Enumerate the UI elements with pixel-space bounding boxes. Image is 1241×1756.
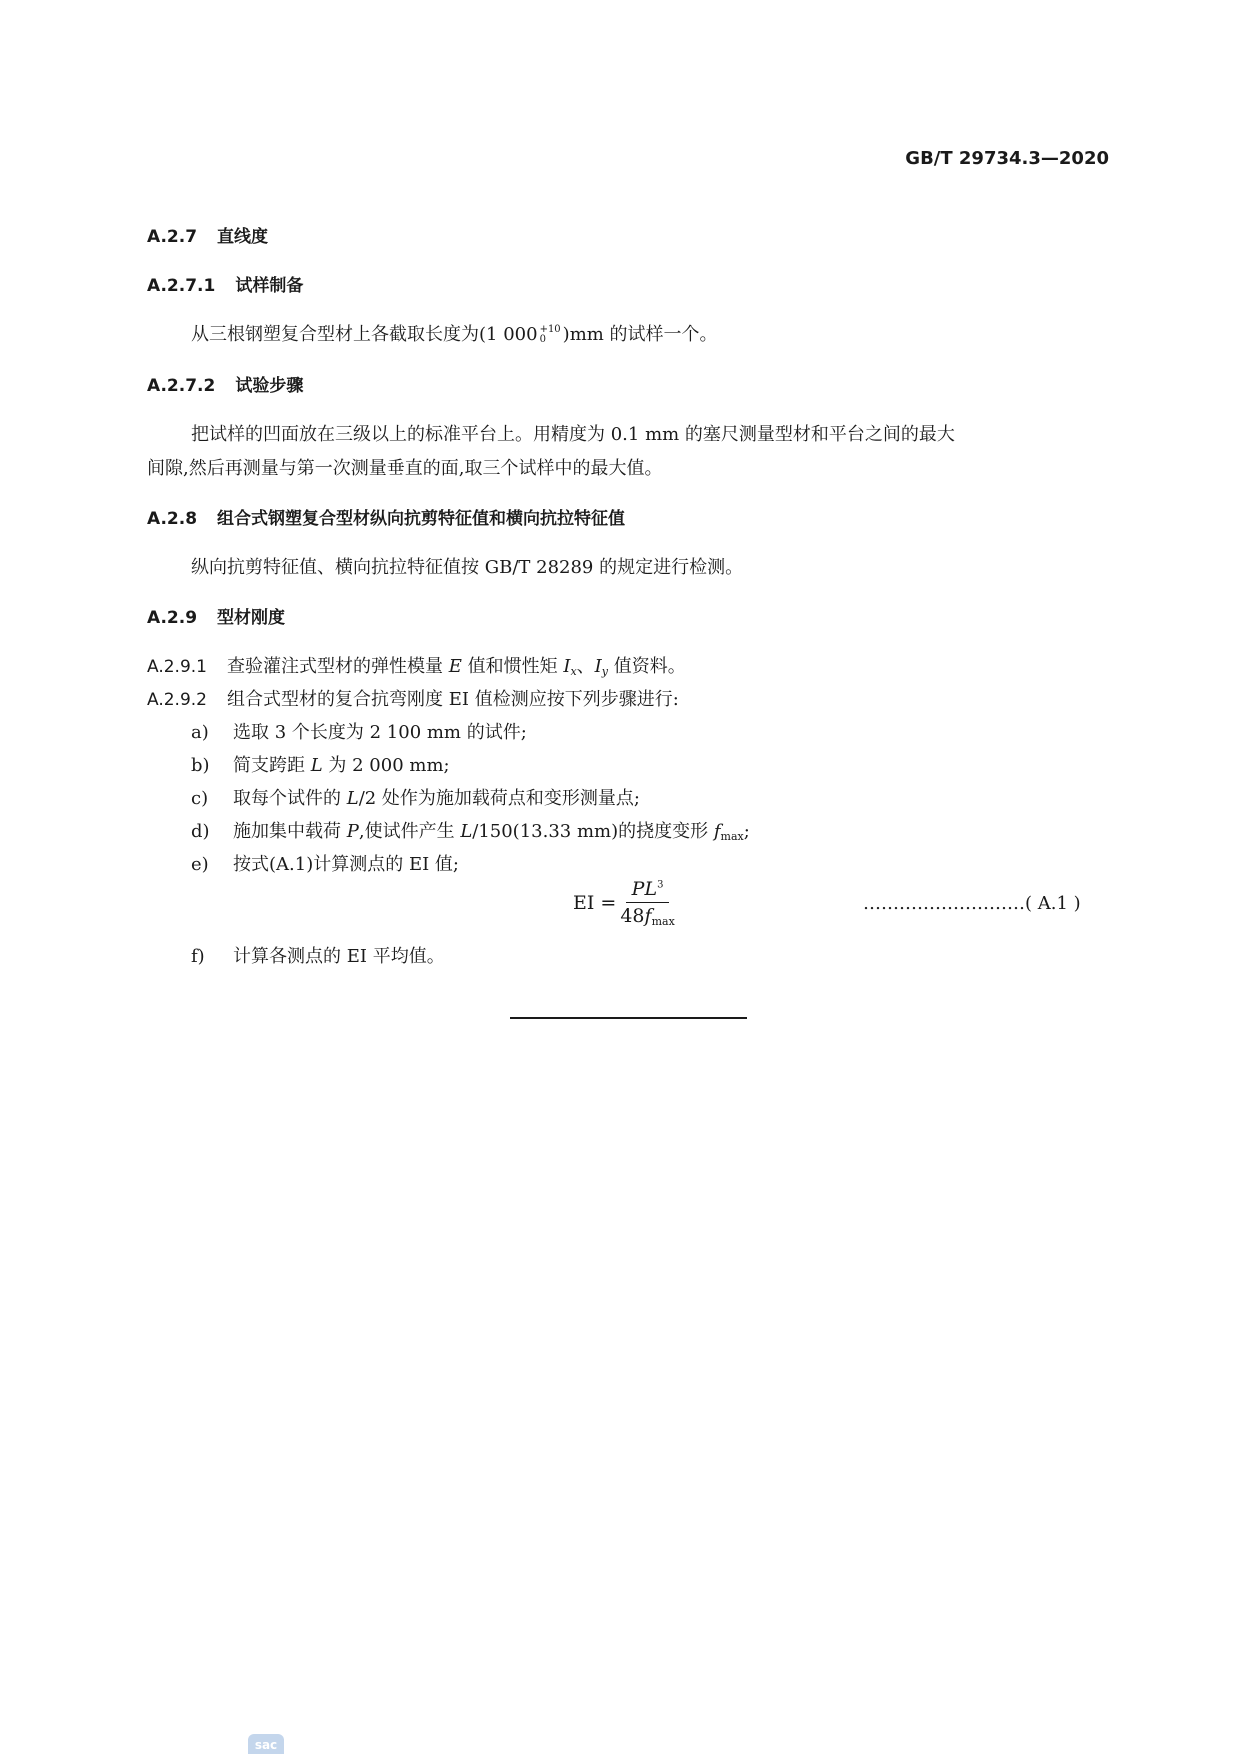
sac-logo: sac bbox=[248, 1734, 284, 1754]
section-heading-a272 bbox=[147, 371, 303, 396]
clause-a291 bbox=[147, 652, 686, 678]
list-item-e bbox=[191, 850, 459, 876]
denominator-number: 48 bbox=[620, 905, 645, 927]
formula-numerator bbox=[626, 878, 670, 903]
clause-text: 查验灌注式型材的弹性模量 bbox=[227, 656, 449, 677]
clause-a292 bbox=[147, 685, 679, 711]
list-marker: f) bbox=[191, 946, 205, 967]
clause-number: A.2.9.1 bbox=[147, 657, 207, 677]
subscript-y: y bbox=[601, 665, 609, 678]
subscript-max: max bbox=[720, 830, 744, 843]
list-item-text: 为 2 000 mm; bbox=[322, 755, 450, 776]
clause-number: A.2.9.2 bbox=[147, 690, 207, 710]
clause-text: 值资料。 bbox=[608, 656, 686, 677]
clause-text: 组合式型材的复合抗弯刚度 EI 值检测应按下列步骤进行: bbox=[227, 689, 679, 710]
list-item-a bbox=[191, 718, 527, 744]
list-item-text: 选取 3 个长度为 2 100 mm 的试件; bbox=[233, 722, 527, 743]
list-item-c bbox=[191, 784, 640, 810]
list-item-text: 取每个试件的 bbox=[233, 788, 347, 809]
formula-a1 bbox=[573, 878, 675, 928]
section-number: A.2.7.1 bbox=[147, 276, 216, 296]
section-number: A.2.9 bbox=[147, 608, 198, 628]
list-item-b bbox=[191, 751, 450, 777]
tolerance-superscript bbox=[540, 325, 561, 345]
section-number: A.2.7.2 bbox=[147, 376, 216, 396]
section-heading-a27 bbox=[147, 222, 268, 247]
symbol-PL: PL bbox=[631, 878, 658, 900]
paragraph-a272-line1: 把试样的凹面放在三级以上的标准平台上。用精度为 0.1 mm 的塞尺测量型材和平台之间的最大 bbox=[191, 424, 955, 445]
list-marker: d) bbox=[191, 821, 210, 842]
list-marker: c) bbox=[191, 788, 209, 809]
symbol-L: L bbox=[346, 788, 359, 809]
formula-fraction bbox=[620, 878, 674, 928]
standard-code-header: GB/T 29734.3—2020 bbox=[905, 148, 1109, 169]
tolerance-upper: +10 bbox=[539, 324, 561, 335]
end-rule bbox=[510, 1017, 747, 1019]
list-item-text: ,使试件产生 bbox=[358, 821, 461, 842]
formula-label: ………………………( A.1 ) bbox=[863, 893, 1081, 914]
section-title: 型材刚度 bbox=[217, 608, 286, 628]
tolerance-lower: 0 bbox=[539, 334, 546, 345]
list-item-text: /2 处作为施加载荷点和变形测量点; bbox=[358, 788, 640, 809]
paragraph-a272-line2: 间隙,然后再测量与第一次测量垂直的面,取三个试样中的最大值。 bbox=[147, 458, 663, 479]
list-marker: b) bbox=[191, 755, 210, 776]
list-item-text: 计算各测点的 EI 平均值。 bbox=[233, 946, 445, 967]
section-title: 试样制备 bbox=[235, 276, 304, 296]
section-number: A.2.7 bbox=[147, 227, 198, 247]
paragraph-text: )mm 的试样一个。 bbox=[562, 324, 718, 345]
list-item-text: 简支跨距 bbox=[233, 755, 311, 776]
separator: 、 bbox=[576, 656, 595, 677]
formula-lhs: EI = bbox=[573, 892, 617, 914]
symbol-P: P bbox=[346, 821, 359, 842]
clause-text: 值和惯性矩 bbox=[461, 656, 564, 677]
formula-denominator bbox=[620, 903, 674, 928]
paragraph-a28: 纵向抗剪特征值、横向抗拉特征值按 GB/T 28289 的规定进行检测。 bbox=[191, 557, 744, 578]
symbol-f: f bbox=[644, 905, 652, 927]
list-item-text: 按式(A.1)计算测点的 EI 值; bbox=[233, 854, 459, 875]
symbol-L: L bbox=[460, 821, 473, 842]
symbol-I: I bbox=[594, 656, 602, 677]
exponent: 3 bbox=[657, 879, 664, 891]
list-item-text: /150(13.33 mm)的挠度变形 bbox=[472, 821, 714, 842]
list-marker: a) bbox=[191, 722, 209, 743]
section-number: A.2.8 bbox=[147, 509, 198, 529]
list-item-f bbox=[191, 942, 445, 968]
symbol-f: f bbox=[713, 821, 721, 842]
section-heading-a29 bbox=[147, 603, 285, 628]
paragraph-a271 bbox=[191, 320, 718, 346]
symbol-L: L bbox=[310, 755, 323, 776]
list-item-d bbox=[191, 817, 750, 843]
paragraph-text: 从三根钢塑复合型材上各截取长度为(1 000 bbox=[191, 324, 538, 345]
list-marker: e) bbox=[191, 854, 209, 875]
section-title: 试验步骤 bbox=[235, 376, 304, 396]
section-title: 组合式钢塑复合型材纵向抗剪特征值和横向抗拉特征值 bbox=[217, 509, 626, 529]
section-heading-a271 bbox=[147, 271, 303, 296]
list-item-text: 施加集中载荷 bbox=[233, 821, 347, 842]
list-item-text: ; bbox=[743, 821, 750, 842]
symbol-I: I bbox=[563, 656, 571, 677]
subscript-x: x bbox=[570, 665, 577, 678]
section-title: 直线度 bbox=[217, 227, 269, 247]
subscript-max: max bbox=[651, 915, 675, 928]
section-heading-a28 bbox=[147, 504, 625, 529]
symbol-E: E bbox=[448, 656, 462, 677]
